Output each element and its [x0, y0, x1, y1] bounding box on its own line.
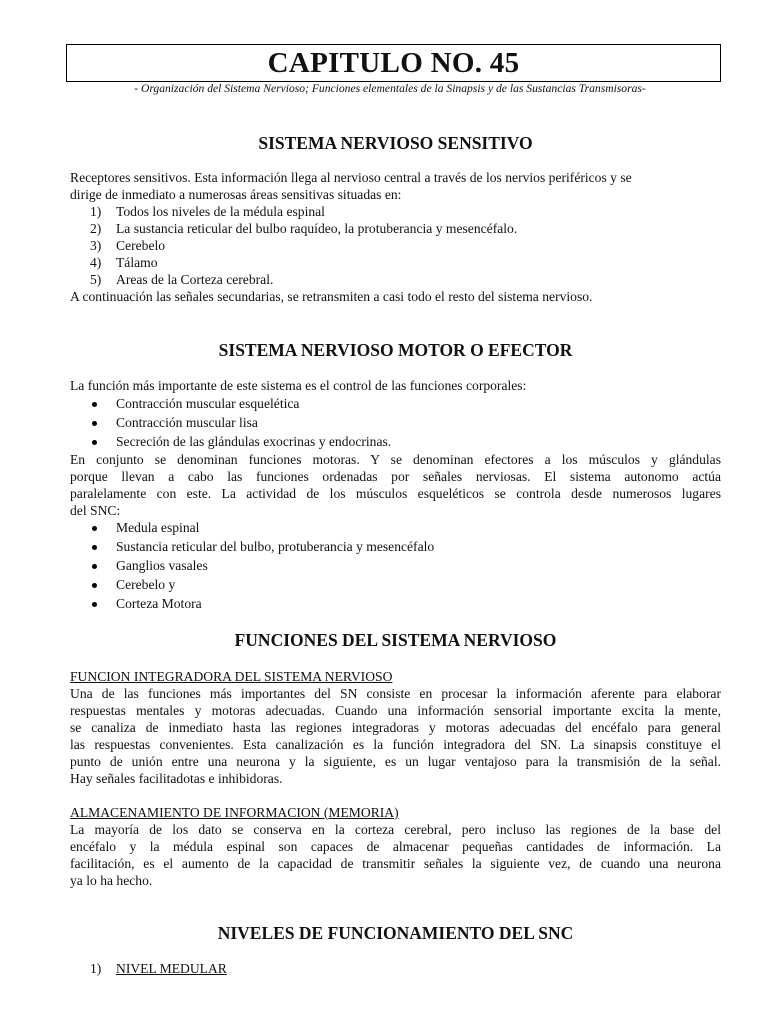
bullet-item: Secreción de las glándulas exocrinas y endocrinas. — [90, 434, 710, 451]
paragraph-line: A continuación las señales secundarias, se retransmiten a casi todo el resto del sistema nervioso. — [70, 289, 593, 304]
bullet-item: Contracción muscular lisa — [90, 415, 710, 432]
paragraph-line: se canaliza de inmediato hasta las regiones integradoras y motoras adecuadas del encéfalo para general — [70, 720, 721, 735]
list-item: 2) La sustancia reticular del bulbo raquídeo, la protuberancia y mesencéfalo. — [90, 221, 518, 236]
section-heading-sensitivo: SISTEMA NERVIOSO SENSITIVO — [258, 133, 533, 153]
paragraph-line: En conjunto se denominan funciones motoras. Y se denominan efectores a los músculos y glándulas — [70, 452, 721, 467]
list-item: 1) NIVEL MEDULAR — [90, 961, 227, 976]
subheading-integradora: FUNCION INTEGRADORA DEL SISTEMA NERVIOSO — [70, 669, 393, 684]
list-item: 5) Areas de la Corteza cerebral. — [90, 272, 274, 287]
paragraph-line: las respuestas convenientes. Esta canalización es la función integradora del SN. La sinapsis constituye el — [70, 737, 721, 752]
chapter-subtitle: - Organización del Sistema Nervioso; Funciones elementales de la Sinapsis y de las Sustancias Transmisoras- — [134, 82, 646, 95]
bullet-item: Sustancia reticular del bulbo, protuberancia y mesencéfalo — [90, 539, 710, 556]
list-item: 4) Tálamo — [90, 255, 158, 270]
section-heading-funciones: FUNCIONES DEL SISTEMA NERVIOSO — [234, 630, 557, 650]
paragraph-line: Una de las funciones más importantes del SN consiste en procesar la información aferente para elaborar — [70, 686, 721, 701]
section-heading-niveles: NIVELES DE FUNCIONAMIENTO DEL SNC — [217, 923, 574, 943]
paragraph-line: ya lo ha hecho. — [70, 873, 153, 888]
paragraph-line: La mayoría de los dato se conserva en la corteza cerebral, pero incluso las regiones de la base del — [70, 822, 721, 837]
bullet-item: Corteza Motora — [90, 596, 710, 613]
paragraph-line: punto de unión entre una neurona y la siguiente, es un lugar ventajoso para la transmisión de la señal. — [70, 754, 721, 769]
list-item: 3) Cerebelo — [90, 238, 166, 253]
paragraph-line: Receptores sensitivos. Esta información llega al nervioso central a través de los nervios periféricos y se — [70, 170, 632, 185]
paragraph-line: facilitación, es el aumento de la capacidad de transmitir señales la siguiente vez, de cuando una neurona — [70, 856, 721, 871]
bullet-item: Ganglios vasales — [90, 558, 710, 575]
paragraph-line: Hay señales facilitadotas e inhibidoras. — [70, 771, 283, 786]
chapter-title: CAPITULO NO. 45 — [267, 47, 520, 79]
paragraph-line: paralelamente con este. La actividad de los músculos esqueléticos se controla desde numerosos lugares — [70, 486, 721, 501]
paragraph-line: La función más importante de este sistema es el control de las funciones corporales: — [70, 378, 527, 393]
bullet-item: Contracción muscular esquelética — [90, 396, 710, 413]
paragraph-line: dirige de inmediato a numerosas áreas sensitivas situadas en: — [70, 187, 402, 202]
chapter-title-box — [66, 44, 721, 82]
list-item: 1) Todos los niveles de la médula espinal — [90, 204, 325, 219]
paragraph-line: encéfalo y la médula espinal son capaces de almacenar pequeñas cantidades de información. La — [70, 839, 721, 854]
section-heading-motor: SISTEMA NERVIOSO MOTOR O EFECTOR — [218, 340, 573, 360]
paragraph-line: del SNC: — [70, 503, 121, 518]
bullet-item: Cerebelo y — [90, 577, 710, 594]
bullet-item: Medula espinal — [90, 520, 710, 537]
paragraph-line: porque llevan a cabo las funciones ordenadas por señales nerviosas. El sistema autonomo actúa — [70, 469, 721, 484]
subheading-memoria: ALMACENAMIENTO DE INFORMACION (MEMORIA) — [70, 805, 399, 820]
paragraph-line: respuestas mentales y motoras adecuadas. Cuando una información sensorial importante excita la mente, — [70, 703, 721, 718]
